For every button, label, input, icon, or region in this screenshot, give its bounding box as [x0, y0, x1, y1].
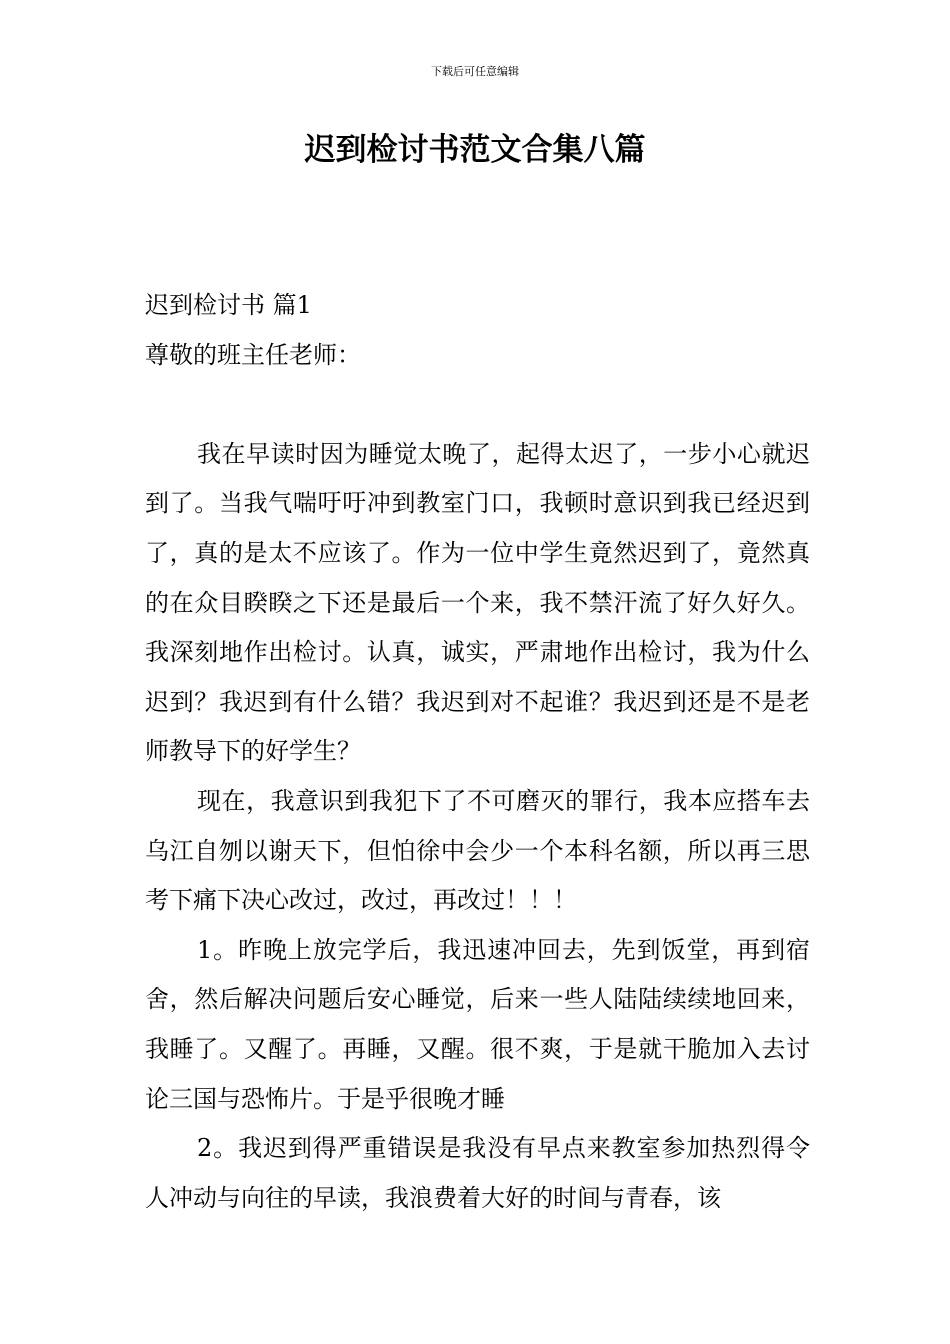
- blank-line: [145, 380, 810, 430]
- document-body: [145, 281, 810, 1223]
- section-heading: 迟到检讨书 篇1: [145, 291, 312, 319]
- paragraph-2: 现在，我意识到我犯下了不可磨灭的罪行，我本应搭车去乌江自刎以谢天下，但怕徐中会少一个本科名额，所以再三思考下痛下决心改过，改过，再改过！！！: [145, 786, 810, 915]
- document-title: 迟到检讨书范文合集八篇: [304, 132, 646, 168]
- paragraph-1: 我在早读时因为睡觉太晚了，起得太迟了，一步小心就迟到了。当我气喘吁吁冲到教室门口，我顿时意识到我已经迟到了，真的是太不应该了。作为一位中学生竟然迟到了，竟然真的在众目睽睽之下还是最后一个来，我不禁汗流了好久好久。我深刻地作出检讨。认真，诚实，严肃地作出检讨，我为什么迟到？我迟到有什么错？我迟到对不起谁？我迟到还是不是老师教导下的好学生？: [145, 439, 810, 766]
- paragraph-4: 2。我迟到得严重错误是我没有早点来教室参加热烈得令人冲动与向往的早读，我浪费着大好的时间与青春，该: [145, 1134, 810, 1212]
- header-note: 下载后可任意编辑: [431, 65, 519, 78]
- salutation: 尊敬的班主任老师：: [145, 340, 361, 369]
- paragraph-3: 1。昨晚上放完学后，我迅速冲回去，先到饭堂，再到宿舍，然后解决问题后安心睡觉，后来一些人陆陆续续地回来，我睡了。又醒了。再睡，又醒。很不爽，于是就干脆加入去讨论三国与恐怖片。于是乎很晚才睡: [145, 935, 810, 1113]
